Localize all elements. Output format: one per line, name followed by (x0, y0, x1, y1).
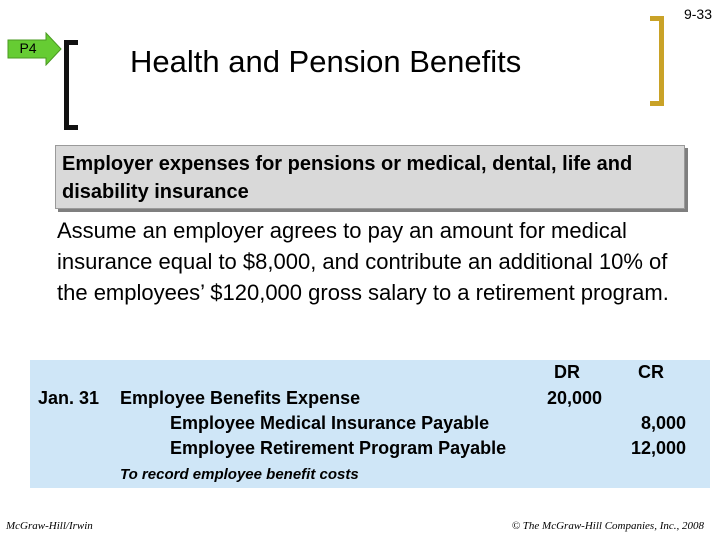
objective-tag: P4 (19, 40, 37, 56)
entry-credit-amount-2: 12,000 (630, 438, 686, 458)
entry-account-debit: Employee Benefits Expense (120, 388, 361, 408)
journal-entry-table (30, 360, 710, 488)
definition-text: Employer expenses for pensions or medical, dental, life and disability insurance (62, 153, 633, 203)
entry-account-credit-2: Employee Retirement Program Payable (170, 438, 507, 458)
right-bracket (650, 16, 664, 106)
definition-box (55, 145, 685, 209)
entry-credit-amount-1: 8,000 (640, 413, 686, 433)
left-bracket (64, 40, 78, 130)
page-title: Health and Pension Benefits (130, 44, 522, 79)
footer-publisher: McGraw-Hill/Irwin (6, 520, 93, 532)
entry-account-credit-1: Employee Medical Insurance Payable (170, 413, 490, 433)
entry-debit-amount: 20,000 (546, 388, 602, 408)
example-text: Assume an employer agrees to pay an amount for medical insurance equal to $8,000, and contribute an additional 10% of the employees’ $120,000 gross salary to a retirement program. (57, 218, 669, 305)
footer-copyright: © The McGraw-Hill Companies, Inc., 2008 (511, 520, 704, 532)
entry-date: Jan. 31 (38, 388, 100, 408)
slide-number: 9-33 (683, 6, 712, 22)
header-cr: CR (638, 362, 664, 382)
entry-memo: To record employee benefit costs (120, 466, 359, 483)
header-dr: DR (554, 362, 580, 382)
